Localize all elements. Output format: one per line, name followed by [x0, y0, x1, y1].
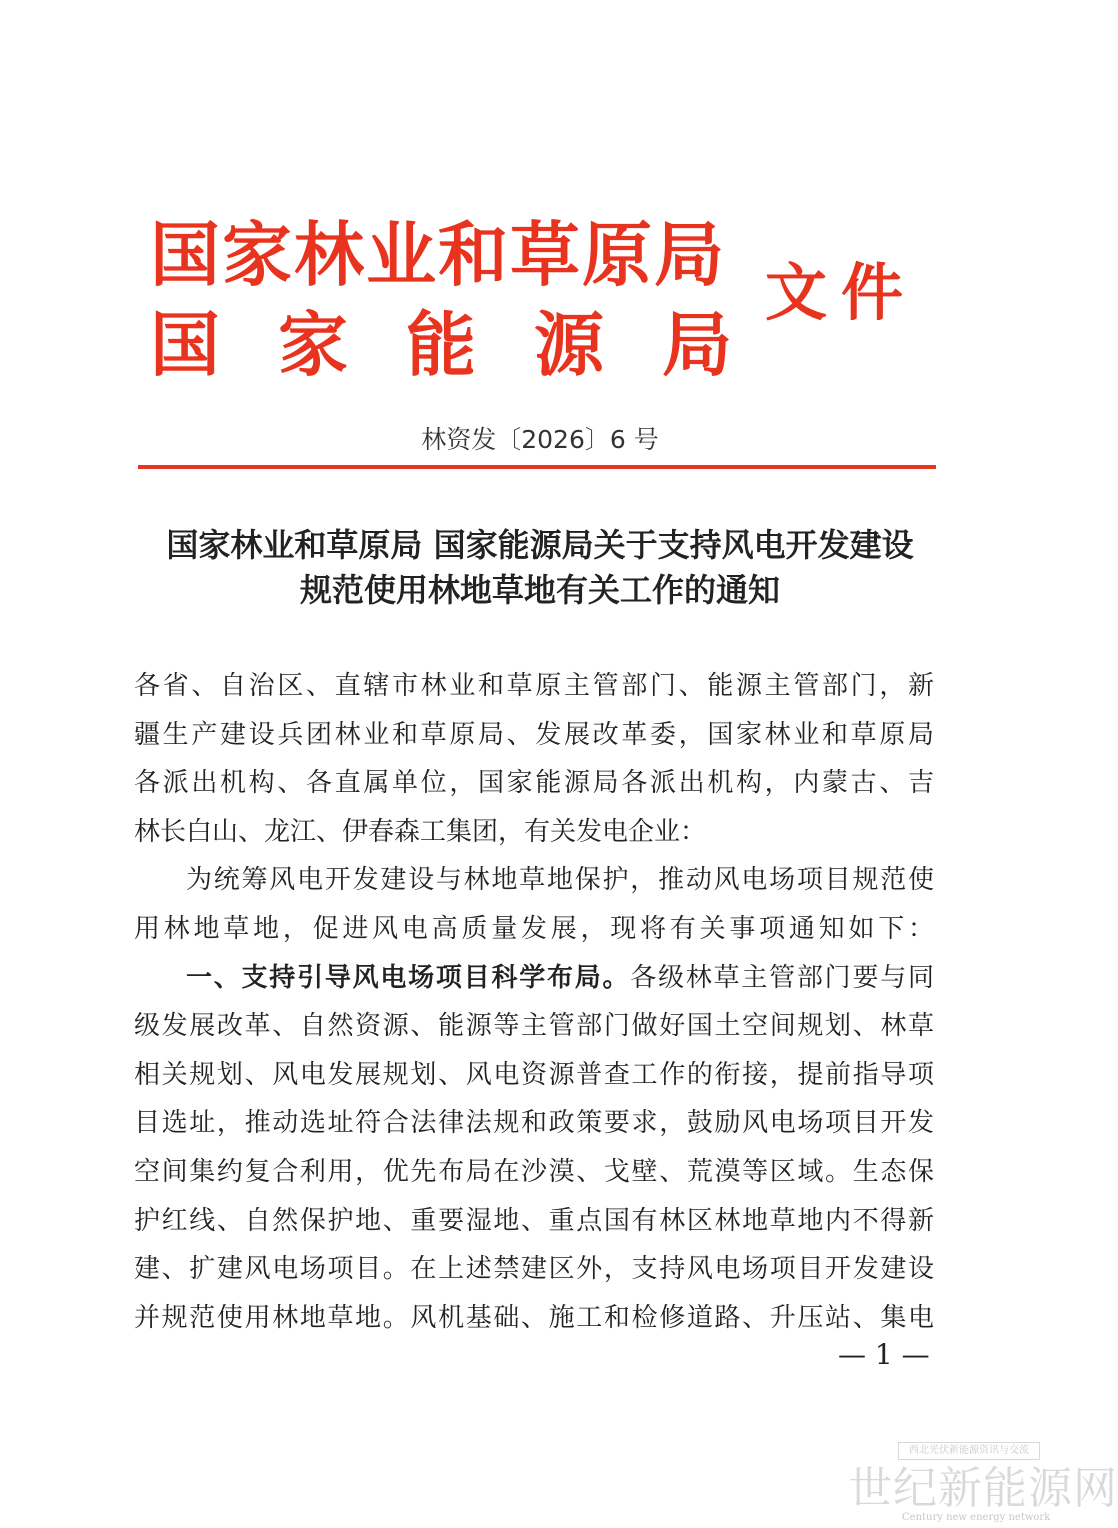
document-title-line-2: 规范使用林地草地有关工作的通知	[299, 571, 780, 609]
section-1-line: 护红线、自然保护地、重要湿地、重点国有林区林地草地内不得新	[134, 1205, 934, 1236]
section-1-line: 相关规划、风电发展规划、风电资源普查工作的衔接，提前指导项	[134, 1059, 934, 1090]
red-header	[150, 210, 940, 386]
watermark	[842, 1442, 1118, 1523]
addressee-line: 林长白山、龙江、伊春森工集团，有关发电企业：	[134, 816, 707, 847]
issuer-line-2: 国家能源局	[150, 304, 790, 386]
section-1-line: 目选址，推动选址符合法律法规和政策要求，鼓励风电场项目开发	[134, 1108, 934, 1139]
section-1-heading: 一、支持引导风电场项目科学布局。	[186, 962, 631, 993]
document-title-line-1: 国家林业和草原局 国家能源局关于支持风电开发建设	[166, 526, 914, 564]
intro-line: 用林地草地，促进风电高质量发展，现将有关事项通知如下：	[134, 913, 934, 944]
section-1-line: 并规范使用林地草地。风机基础、施工和检修道路、升压站、集电	[134, 1302, 934, 1333]
section-1-line: 空间集约复合利用，优先布局在沙漠、戈壁、荒漠等区域。生态保	[134, 1156, 934, 1187]
red-separator-line	[138, 465, 936, 469]
watermark-tagline: 西北光伏新能源资讯与交流	[898, 1442, 1040, 1460]
issuer-line-1: 国家林业和草原局	[150, 214, 726, 296]
intro-line: 为统筹风电开发建设与林地草地保护，推动风电场项目规范使	[186, 865, 934, 896]
document-number: 林资发〔2026〕6 号	[421, 425, 659, 454]
addressee-line: 疆生产建设兵团林业和草原局、发展改革委，国家林业和草原局	[134, 719, 934, 750]
section-1-line: 级发展改革、自然资源、能源等主管部门做好国土空间规划、林草	[134, 1011, 934, 1042]
section-1-line: 建、扩建风电场项目。在上述禁建区外，支持风电场项目开发建设	[134, 1254, 934, 1285]
section-1-first-line-text: 各级林草主管部门要与同	[630, 962, 934, 993]
addressee-line: 各省、自治区、直辖市林业和草原主管部门、能源主管部门，新	[134, 671, 934, 701]
page-number: — 1 —	[838, 1338, 930, 1371]
watermark-subtitle: Century new energy network	[902, 1512, 1051, 1523]
body-text	[134, 662, 934, 1342]
addressee-line: 各派出机构、各直属单位，国家能源局各派出机构，内蒙古、吉	[134, 768, 934, 799]
section-1-first-line	[134, 954, 934, 1003]
document-type-label: 文件	[765, 256, 918, 329]
watermark-brand: 世纪新能源网	[848, 1463, 1118, 1514]
